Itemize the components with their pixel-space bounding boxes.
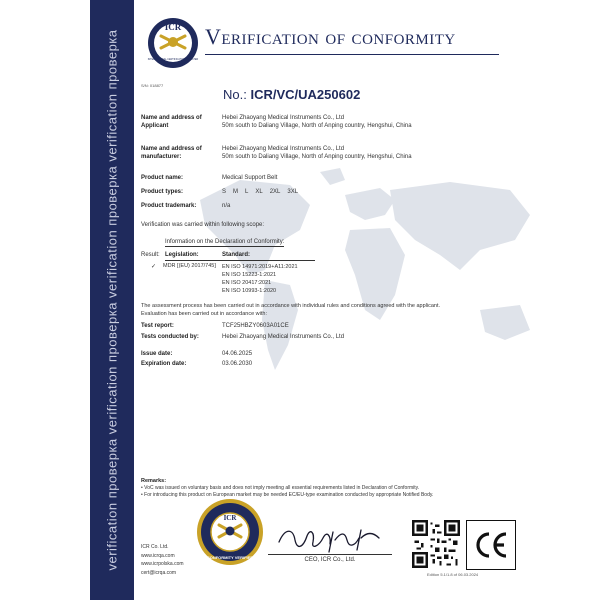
standards-list xyxy=(222,263,298,295)
standard-item: EN ISO 20417:2021 xyxy=(222,280,272,286)
sidebar-watermark-text: verification проверка verification проверка verification проверка verification проверка xyxy=(104,29,120,571)
qr-code-icon[interactable] xyxy=(412,520,460,568)
signature-line xyxy=(268,554,392,555)
remark-item: • VoC was issued on voluntary basis and does not imply meeting all essential requirements listed in Declaration of Conformity. xyxy=(141,485,420,491)
logo-ring-text: INTERNATIONAL CERTIFICATION REGISTER xyxy=(147,58,199,61)
manufacturer-address: 50m south to Daliang Village, North of Anping country, Hengshui, China xyxy=(222,154,412,160)
issue-date-label: Issue date: xyxy=(141,351,173,357)
legislation-heading: Legislation: xyxy=(165,252,199,258)
signatory-title: CEO, ICR Co., Ltd. xyxy=(304,557,356,563)
product-name-label: Product name: xyxy=(141,175,184,181)
applicant-name: Hebei Zhaoyang Medical Instruments Co., Ltd xyxy=(222,115,345,121)
tests-by-label: Tests conducted by: xyxy=(141,334,199,340)
seal-ring-text: CONFORMITY VERIFIED xyxy=(206,555,254,560)
standards-divider xyxy=(165,260,315,261)
manufacturer-name: Hebei Zhaoyang Medical Instruments Co., Ltd xyxy=(222,146,345,152)
product-name-value: Medical Support Belt xyxy=(222,175,278,181)
standard-item: EN ISO 15223-1:2021 xyxy=(222,272,277,278)
applicant-label: Name and address of Applicant xyxy=(141,115,202,129)
product-types-list xyxy=(222,188,305,196)
contact-block xyxy=(141,543,184,577)
standard-item: EN ISO 14971:2019+A11:2021 xyxy=(222,264,298,270)
size-item: S xyxy=(222,189,227,195)
page-title: Verification of conformity xyxy=(205,24,456,49)
result-label: Result: xyxy=(141,252,160,258)
manufacturer-label: Name and address of manufacturer: xyxy=(141,146,202,160)
remark-item: • For introducing this product on European market may be needed EC/EU-type examination conducted by appropriate Notified Body. xyxy=(141,492,434,498)
edition-note: Edition 5.1/1.8 of 06.03.2024 xyxy=(427,572,479,577)
expiration-date-value: 03.06.2030 xyxy=(222,361,253,367)
certificate-number: No.: ICR/VC/UA250602 xyxy=(223,87,361,102)
tests-by-value: Hebei Zhaoyang Medical Instruments Co., Ltd xyxy=(222,334,345,340)
remarks-heading: Remarks: xyxy=(141,478,167,484)
trademark-label: Product trademark: xyxy=(141,203,197,209)
email-link[interactable]: cert@icrqa.com xyxy=(141,569,177,576)
sidebar-band xyxy=(90,0,134,600)
legislation-value: MDR [(EU) 2017/745] xyxy=(163,263,216,269)
applicant-address: 50m south to Daliang Village, North of Anping country, Hengshui, China xyxy=(222,123,412,129)
logo-text: ICR xyxy=(164,22,182,32)
product-types-label: Product types: xyxy=(141,189,184,195)
trademark-value: n/a xyxy=(222,203,231,209)
title-divider xyxy=(205,54,499,55)
issue-date-value: 04.06.2025 xyxy=(222,351,253,357)
standard-heading: Standard: xyxy=(222,252,251,258)
remarks-list xyxy=(141,485,433,499)
size-item: M xyxy=(233,189,239,195)
expiration-date-label: Expiration date: xyxy=(141,361,187,367)
website-link[interactable]: www.icrpolska.com xyxy=(141,561,184,567)
check-icon: ✓ xyxy=(151,264,157,270)
doc-info-heading: Information on the Declaration of Conformity: xyxy=(165,239,285,245)
ceo-signature xyxy=(275,518,385,558)
serial-number: S/N: 018877 xyxy=(141,83,164,88)
seal-text: ICR xyxy=(223,514,237,522)
icr-logo-icon xyxy=(146,16,200,70)
size-item: L xyxy=(245,189,249,195)
ce-mark-icon xyxy=(466,520,516,570)
website-link[interactable]: www.icrqa.com xyxy=(141,552,175,559)
size-item: 3XL xyxy=(287,189,299,195)
size-item: 2XL xyxy=(269,189,281,195)
company-name: ICR Co. Ltd. xyxy=(141,544,169,550)
scope-intro: Verification was carried within following scope: xyxy=(141,222,265,228)
assessment-text: The assessment process has been carried out in accordance with individual rules and conditions agreed with the applicant. Evaluation has been carried out in accordance with: xyxy=(141,303,441,317)
standard-item: EN ISO 10993-1:2020 xyxy=(222,288,277,294)
test-report-value: TCF25HBZY0603A01CE xyxy=(222,323,289,329)
test-report-label: Test report: xyxy=(141,323,174,329)
size-item: XL xyxy=(255,189,263,195)
seal-emblem-icon xyxy=(196,498,264,566)
